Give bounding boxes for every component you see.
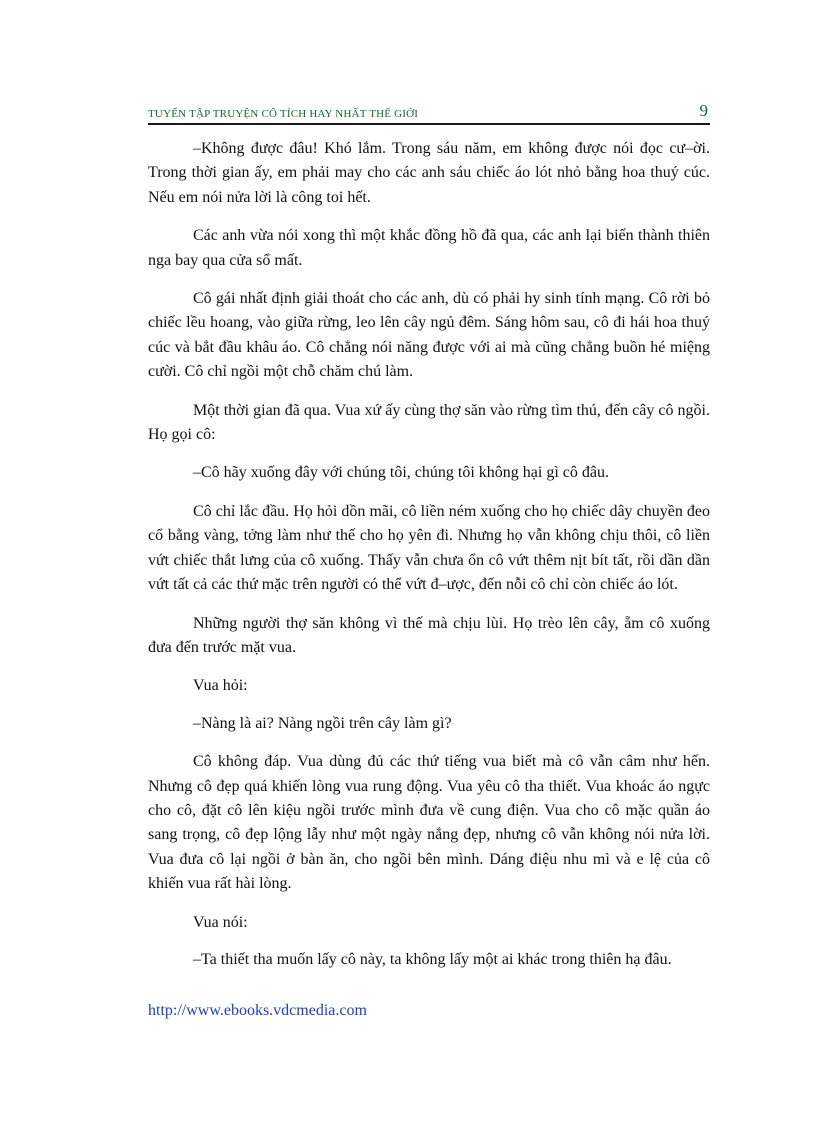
paragraph: Vua hỏi:	[193, 677, 248, 695]
paragraph: Cô gái nhất định giải thoát cho các anh, dù có phải hy sinh tính mạng. Cô rời bỏ chiếc lều hoang, vào giữa rừng, leo lên cây ngủ đêm. Sáng hôm sau, cô đi hái hoa thuý cúc và bắt đầu khâu áo. Cô chẳng nói năng được với ai mà cũng chẳng buồn hé miệng cười. Cô chỉ ngồi một chỗ chăm chú làm.	[148, 290, 710, 381]
paragraph: Những người thợ săn không vì thế mà chịu lùi. Họ trèo lên cây, ẵm cô xuống đưa đến trước mặt vua.	[148, 614, 710, 656]
paragraph: Cô chỉ lắc đầu. Họ hỏi dồn mãi, cô liền ném xuống cho họ chiếc dây chuyền đeo cổ bằng vàng, tởng làm như thế cho họ yên đi. Nhưng họ vẫn không chịu thôi, cô liền vứt chiếc thắt lưng của cô xuống. Thấy vẫn chưa ổn cô vứt thêm nịt bít tất, rồi dần dần vứt tất cả các thứ mặc trên người có thể vứt đ–ược, đến nỗi cô chỉ còn chiếc áo lót.	[148, 502, 710, 594]
page-number: 9	[699, 101, 708, 120]
paragraph: Vua nói:	[193, 913, 248, 931]
running-header	[148, 101, 710, 125]
paragraph: –Nàng là ai? Nàng ngồi trên cây làm gì?	[193, 714, 452, 732]
book-title: TUYỂN TẬP TRUYỆN CỔ TÍCH HAY NHẤT THẾ GIỚI	[148, 108, 419, 120]
paragraph: Một thời gian đã qua. Vua xứ ấy cùng thợ săn vào rừng tìm thú, đến cây cô ngồi. Họ gọi cô:	[148, 401, 710, 444]
paragraph: Các anh vừa nói xong thì một khắc đồng hồ đã qua, các anh lại biến thành thiên nga bay qua cửa sổ mất.	[148, 227, 710, 269]
paragraph: –Cô hãy xuống đây với chúng tôi, chúng tôi không hại gì cô đâu.	[193, 464, 609, 482]
paragraph: Cô không đáp. Vua dùng đủ các thứ tiếng vua biết mà cô vẫn câm như hến. Nhưng cô đẹp quá khiến lòng vua rung động. Vua yêu cô tha thiết. Vua khoác áo ngực cho cô, đặt cô lên kiệu ngồi trước mình đưa về cung điện. Vua cho cô mặc quần áo sang trọng, cô đẹp lộng lẫy như một ngày nắng đẹp, nhưng cô vẫn không nói nửa lời. Vua đưa cô lại ngồi ở bàn ăn, cho ngồi bên mình. Dáng điệu nhu mì và e lệ của cô khiến vua rất hài lòng.	[148, 753, 710, 893]
story-body	[148, 137, 710, 986]
paragraph: –Ta thiết tha muốn lấy cô này, ta không lấy một ai khác trong thiên hạ đâu.	[193, 950, 672, 968]
source-url-link[interactable]: http://www.ebooks.vdcmedia.com	[148, 1002, 367, 1019]
paragraph: –Không được đâu! Khó lắm. Trong sáu năm, em không được nói đọc cư–ời. Trong thời gian ấy, em phải may cho các anh sáu chiếc áo lót nhỏ bằng hoa thuý cúc. Nếu em nói nửa lời là công toi hết.	[148, 140, 710, 206]
